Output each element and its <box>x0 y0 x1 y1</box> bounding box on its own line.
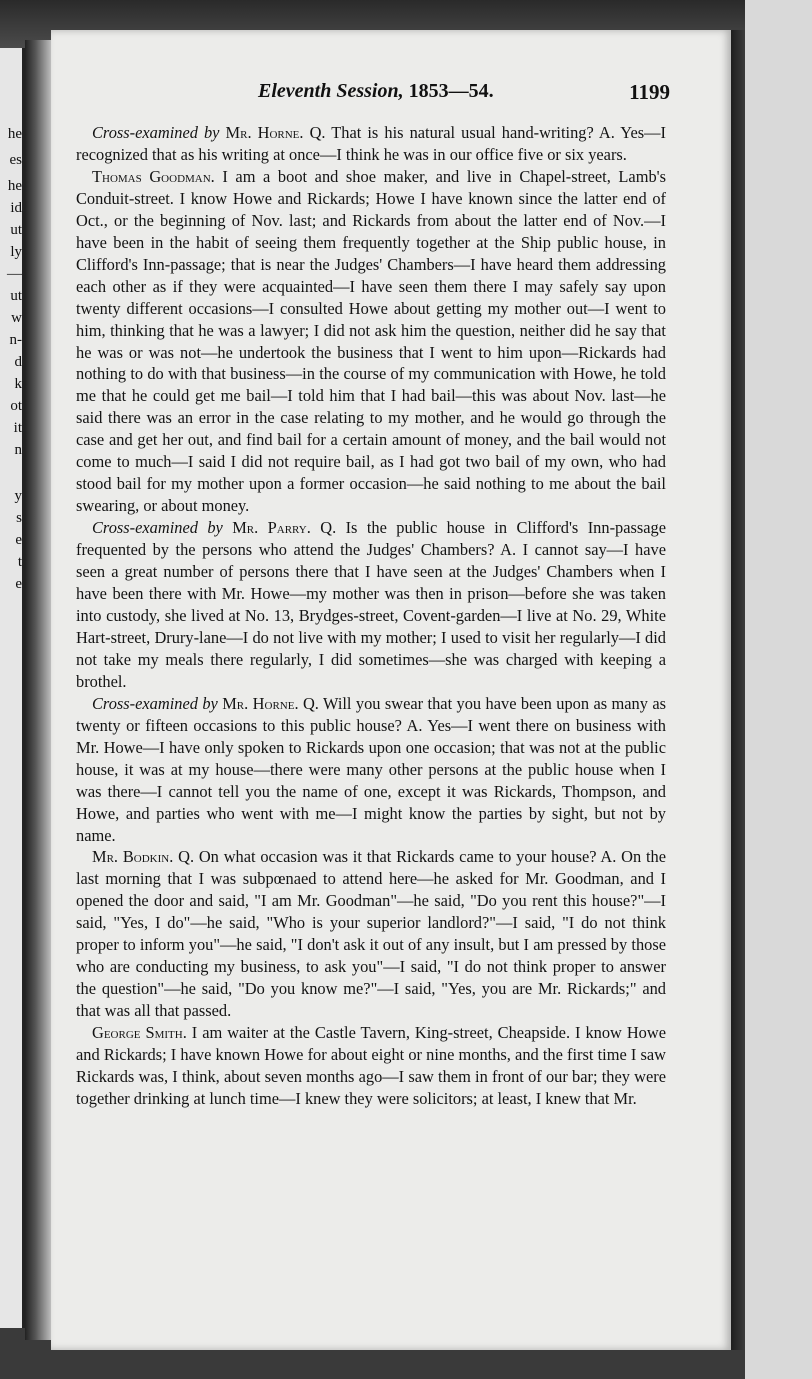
facing-page-fragment: w <box>11 310 22 326</box>
page-edge-shadow <box>731 30 745 1350</box>
running-title: Eleventh Session, 1853—54. <box>258 80 494 102</box>
facing-page-fragment: es <box>9 152 22 168</box>
facing-page-fragment: ut <box>10 288 22 304</box>
facing-page-fragment: — <box>7 266 22 282</box>
facing-page-fragment: it <box>13 420 22 436</box>
running-header <box>258 80 670 110</box>
paragraph-text: I am a boot and shoe maker, and live in Chapel-street, Lamb's Conduit-street. I know Howe and Rickards; Howe I have known since the latter end of Oct., or the beginning of Nov. last; and Rickards from about the latter end of Nov.—I have been in the habit of seeing them frequently together at the Ship public house, in Clifford's Inn-passage; that is near the Judges' Chambers—I have heard them addressing each other as if they were acquainted—I have seen them there I may safely say upon twenty different occasions—I consulted Howe about getting my mother out—I went to him, thinking that he was a lawyer; I did not ask him the question, neither did he say that he was or was not—he undertook the business that I went to him upon—Rickards had nothing to do with that business—in the course of my communication with Howe, he told me that he could get me bail—I told him that I had bail—this was about Nov. last—he said there was an error in the case relating to my mother, and he would go through the case and get her out, and find bail for a certain amount of money, and the bail would not come to much—I said I did not require bail, as I had got two bail of my own, who had stood bail for my mother upon a former occasion—he said nothing to me about the bail swearing, or about money. <box>76 166 666 516</box>
testimony-paragraph <box>76 122 666 166</box>
testimony-paragraph <box>76 517 666 693</box>
facing-page-fragment: id <box>10 200 22 216</box>
paragraph-text: Q. Will you swear that you have been upon as many as twenty or fifteen occasions to this public house? A. Yes—I went there on business with Mr. Howe—I have only spoken to Rickards upon one occasion; that was not at the public house, it was at my house—there were many other persons at the public house when I was there—I cannot tell you the name of one, except it was Rickards, Thompson, and Howe, and parties who went with me—I might know the parties by sight, but not by name. <box>76 693 666 845</box>
facing-page-fragment: e <box>15 576 22 592</box>
facing-page-edge <box>0 48 25 1328</box>
paragraph-text: Q. On what occasion was it that Rickards came to your house? A. On the last morning that I was subpœnaed to attend here—he asked for Mr. Goodman, and I opened the door and said, "I am Mr. Goodman"—he said, "Do you rent this house?"—I said, "Yes, I do"—he said, "Who is your superior landlord?"—I said, "I do not think proper to inform you"—he said, "I don't ask it out of any insult, but I am pressed by those who are conducting my business, to ask you"—I said, "I do not think proper to answer the question"—he said, "Do you know me?"—I said, "Yes, you are Mr. Rickards;" and that was all that passed. <box>76 847 667 1021</box>
testimony-paragraph <box>76 846 666 1022</box>
testimony-text <box>76 122 666 1110</box>
testimony-paragraph <box>76 1022 666 1110</box>
examination-lead: Cross-examined by <box>92 693 218 713</box>
testimony-paragraph <box>76 693 666 847</box>
page-number: 1199 <box>629 80 670 104</box>
facing-page-fragment: s <box>16 510 22 526</box>
facing-page-fragment: ly <box>10 244 22 260</box>
book-gutter <box>25 40 51 1340</box>
speaker-name: Mr. Horne. <box>225 123 304 142</box>
speaker-name: Thomas Goodman. <box>92 166 215 186</box>
facing-page-fragment: e <box>15 532 22 548</box>
facing-page-fragment: d <box>14 354 22 370</box>
speaker-name: Mr. Bodkin. <box>92 847 174 867</box>
facing-page-fragment: n <box>14 442 22 458</box>
examination-lead: Cross-examined by <box>92 518 223 538</box>
paragraph-text: I am waiter at the Castle Tavern, King-street, Cheapside. I know Howe and Rickards; I have known Howe for about eight or nine months, and the first time I saw Rickards was, I think, about seven months ago—I saw them in front of our bar; they were together drinking at lunch time—I knew they were solicitors; at least, I knew that Mr. <box>76 1023 666 1108</box>
facing-page-fragment: t <box>17 554 22 570</box>
facing-page-fragment: k <box>14 376 22 392</box>
facing-page-fragment: he <box>7 178 22 194</box>
facing-page-fragment: y <box>14 488 22 504</box>
scan-right-margin <box>745 0 812 1379</box>
testimony-paragraph <box>76 166 666 517</box>
facing-page-fragment: n- <box>9 332 22 348</box>
speaker-name: Mr. Parry. <box>232 518 311 538</box>
facing-page-fragment: he <box>7 126 22 142</box>
speaker-name: Mr. Horne. <box>222 693 299 713</box>
speaker-name: George Smith. <box>92 1023 187 1043</box>
examination-lead: Cross-examined by <box>92 123 220 142</box>
paragraph-text: Q. Is the public house in Clifford's Inn-passage frequented by the persons who attend the Judges' Chambers? A. I cannot say—I have seen a great number of persons there that I have seen at the Judges' Chambers when I have been there with Mr. Howe—my mother was then in prison—before she was taken into custody, she lived at No. 13, Brydges-street, Covent-garden—I live at No. 29, White Hart-street, Drury-lane—I do not live with my mother; I used to visit her regularly—I did not take my meals there regularly, I did sometimes—she was charged with keeping a brothel. <box>76 518 667 691</box>
session-years: 1853—54. <box>408 80 494 102</box>
facing-page-fragment: ot <box>10 398 22 414</box>
facing-page-fragment: ut <box>10 222 22 238</box>
paragraph-text: Q. That is his natural usual hand-writing? A. Yes—I recognized that as his writing at once—I think he was in our office five or six years. <box>76 123 666 164</box>
